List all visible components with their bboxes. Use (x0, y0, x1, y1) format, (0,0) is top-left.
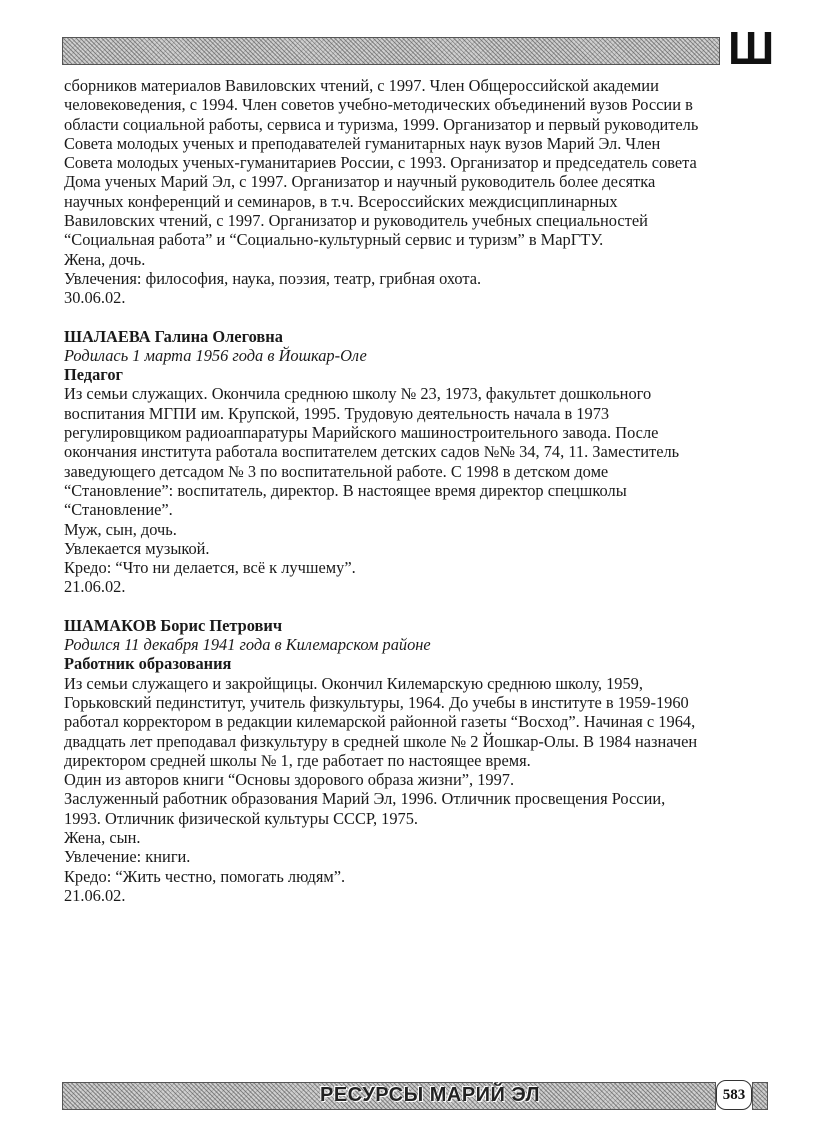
header-hatched-bar (62, 37, 720, 65)
text-line: воспитания МГПИ им. Крупской, 1995. Трудовую деятельность начала в 1973 (64, 403, 610, 423)
text-line: Из семьи служащих. Окончила среднюю школу № 23, 1973, факультет дошкольного (64, 384, 652, 404)
entry-birth: Родилась 1 марта 1956 года в Йошкар-Оле (64, 345, 367, 365)
text-line: Совета молодых ученых и преподавателей гуманитарных наук вузов Марий Эл. Член (64, 133, 661, 153)
text-line: “Социальная работа” и “Социально-культурный сервис и туризм” в МарГТУ. (64, 230, 604, 250)
footer-hatched-tail (752, 1082, 768, 1110)
text-line: Совета молодых ученых-гуманитариев России, с 1993. Организатор и председатель совета (64, 153, 697, 173)
page-number: 583 (716, 1080, 752, 1110)
credo-line: Кредо: “Что ни делается, всё к лучшему”. (64, 558, 356, 578)
text-line: “Становление”. (64, 500, 173, 520)
entry-date: 21.06.02. (64, 577, 126, 597)
text-line: регулировщиком радиоаппаратуры Марийского машиностроительного завода. После (64, 423, 659, 443)
text-line: 1993. Отличник физической культуры СССР, 1975. (64, 808, 419, 828)
entry-shamakov (64, 616, 764, 905)
entry-name: ШАМАКОВ Борис Петрович (64, 615, 283, 635)
text-line: человековедения, с 1994. Член советов учебно-методических объединений вузов России в (64, 95, 693, 115)
family-line: Муж, сын, дочь. (64, 519, 177, 539)
text-line: окончания института работала воспитателем детских садов №№ 34, 74, 11. Заместитель (64, 442, 680, 462)
text-line: работал корректором в редакции килемарской районной газеты “Восход”. Начиная с 1964, (64, 712, 696, 732)
section-letter: Ш (728, 22, 775, 74)
text-line: “Становление”: воспитатель, директор. В настоящее время директор спецшколы (64, 480, 627, 500)
entry-name: ШАЛАЕВА Галина Олеговна (64, 326, 283, 346)
text-line: директором средней школы № 1, где работает по настоящее время. (64, 750, 531, 770)
hobbies-line: Увлечения: философия, наука, поэзия, театр, грибная охота. (64, 268, 482, 288)
text-line: заведующего детсадом № 3 по воспитательной работе. С 1998 в детском доме (64, 461, 609, 481)
text-line: Один из авторов книги “Основы здорового образа жизни”, 1997. (64, 770, 515, 790)
text-line: области социальной работы, сервиса и туризма, 1999. Организатор и первый руководитель (64, 114, 699, 134)
text-line: двадцать лет преподавал физкультуру в средней школе № 2 Йошкар-Олы. В 1984 назначен (64, 731, 698, 751)
text-line: Заслуженный работник образования Марий Эл, 1996. Отличник просвещения России, (64, 789, 666, 809)
entry-profession: Педагог (64, 365, 123, 385)
entry-shalaeva (64, 327, 764, 597)
family-line: Жена, сын. (64, 827, 141, 847)
entry-birth: Родился 11 декабря 1941 года в Килемарском районе (64, 635, 431, 655)
text-line: Вавиловских чтений, с 1997. Организатор и руководитель учебных специальностей (64, 211, 648, 231)
credo-line: Кредо: “Жить честно, помогать людям”. (64, 866, 346, 886)
text-line: Дома ученых Марий Эл, с 1997. Организатор и научный руководитель более десятка (64, 172, 656, 192)
text-line: сборников материалов Вавиловских чтений, с 1997. Член Общероссийской академии (64, 76, 659, 95)
text-line: научных конференций и семинаров, в т.ч. Всероссийских междисциплинарных (64, 191, 618, 211)
entry-profession: Работник образования (64, 654, 232, 674)
family-line: Жена, дочь. (64, 249, 146, 269)
footer-title: РЕСУРСЫ МАРИЙ ЭЛ (320, 1084, 540, 1106)
text-line: Горьковский пединститут, учитель физкультуры, 1964. До учебы в институте в 1959-1960 (64, 692, 689, 712)
hobbies-line: Увлекается музыкой. (64, 538, 210, 558)
hobbies-line: Увлечение: книги. (64, 847, 191, 867)
entry-date: 21.06.02. (64, 885, 126, 905)
continuation-block (64, 76, 764, 308)
text-line: Из семьи служащего и закройщицы. Окончил Килемарскую среднюю школу, 1959, (64, 673, 643, 693)
entry-date: 30.06.02. (64, 288, 126, 308)
page-content (64, 76, 764, 905)
